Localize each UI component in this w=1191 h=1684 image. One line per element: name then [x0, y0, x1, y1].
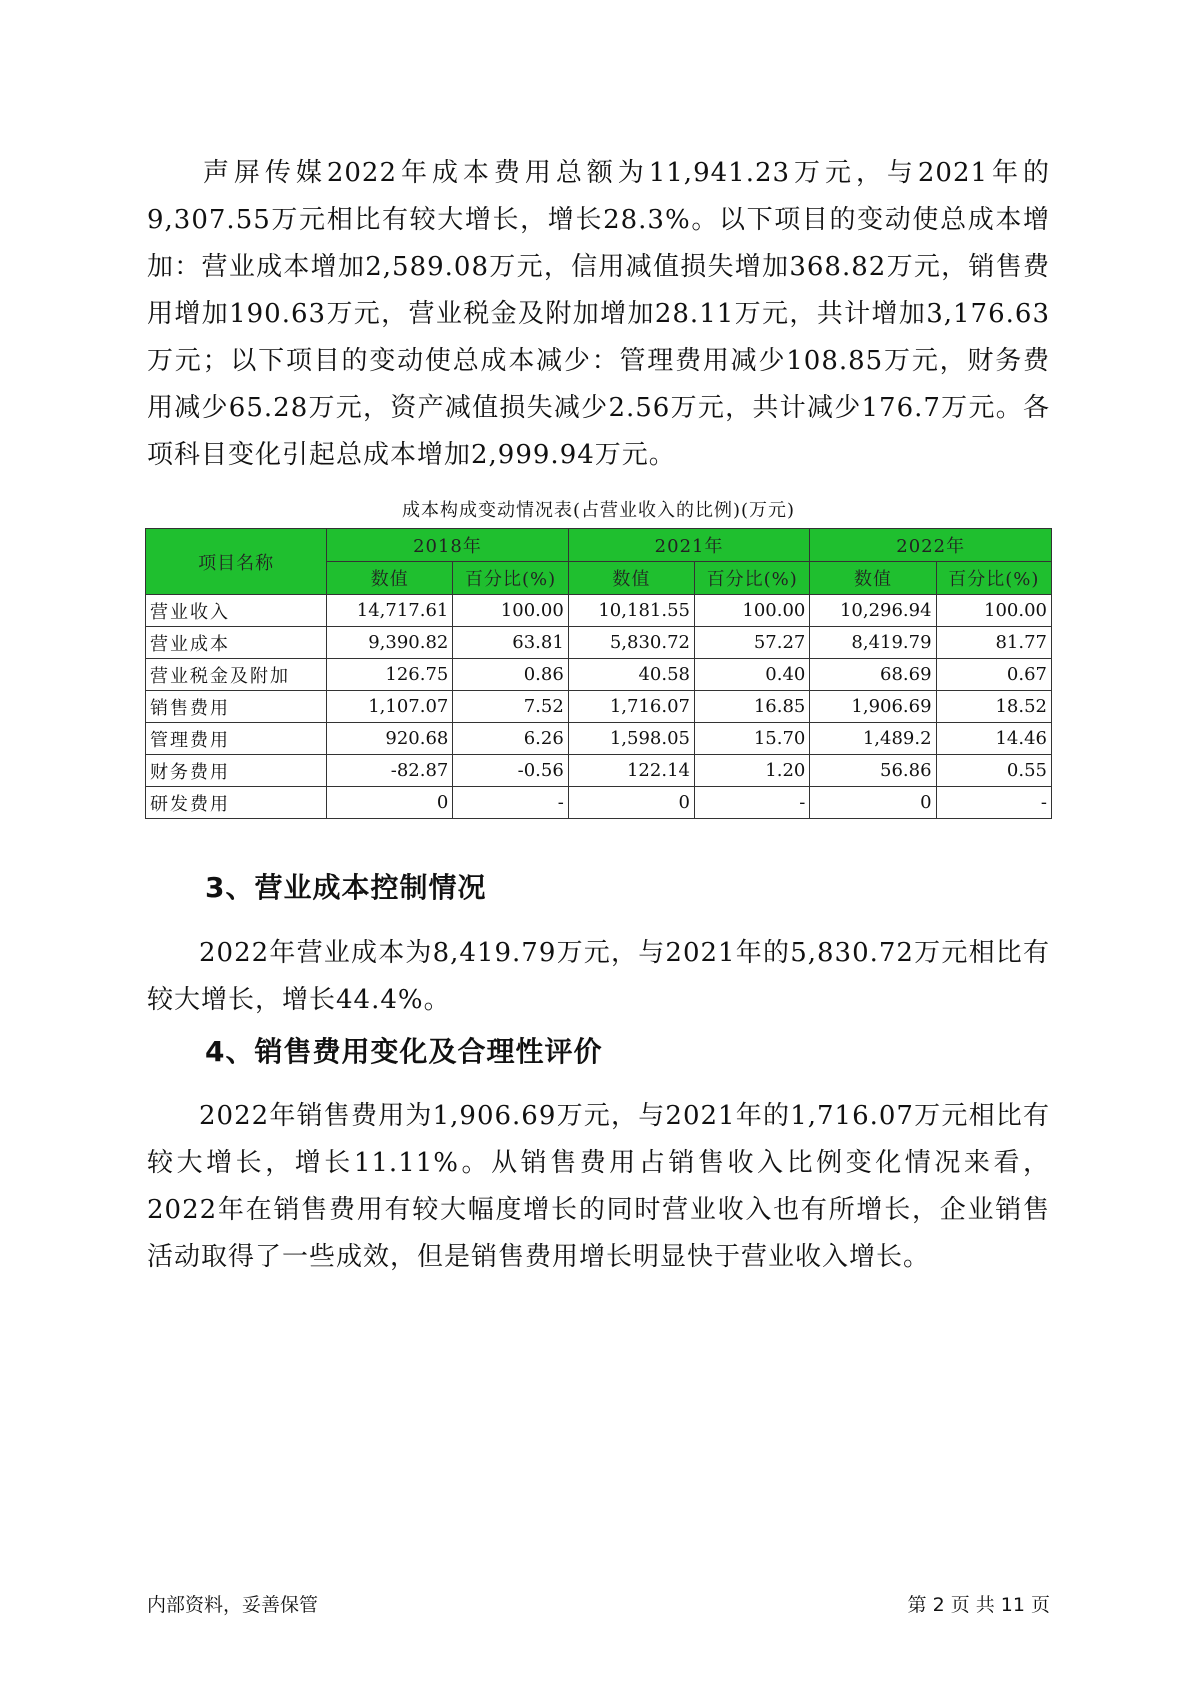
cell-value: 1,716.07 — [568, 691, 694, 723]
header-value: 数值 — [327, 562, 453, 595]
header-percent: 百分比(%) — [936, 562, 1051, 595]
cell-percent: 1.20 — [694, 755, 809, 787]
cell-value: -82.87 — [327, 755, 453, 787]
table-row — [146, 787, 1052, 819]
paragraph-operating-cost — [147, 930, 1050, 1024]
header-year-2021: 2021年 — [568, 529, 810, 562]
cell-percent: - — [453, 787, 568, 819]
cell-percent: 6.26 — [453, 723, 568, 755]
cell-percent: 16.85 — [694, 691, 809, 723]
table-row — [146, 691, 1052, 723]
table-row — [146, 627, 1052, 659]
row-label: 管理费用 — [146, 723, 327, 755]
cell-percent: 100.00 — [936, 595, 1051, 627]
paragraph-text: 2022年销售费用为1,906.69万元，与2021年的1,716.07万元相比有较大增长，增长11.11%。从销售费用占销售收入比例变化情况来看，2022年在销售费用有较大幅度增长的同时营业收入也有所增长，企业销售活动取得了一些成效，但是销售费用增长明显快于营业收入增长。 — [147, 1101, 1050, 1272]
section-heading-sales-expense: 4、销售费用变化及合理性评价 — [205, 1035, 603, 1068]
paragraph-cost-summary — [147, 150, 1050, 479]
paragraph-sales-expense — [147, 1093, 1050, 1281]
table-row — [146, 659, 1052, 691]
cell-percent: - — [936, 787, 1051, 819]
cell-value: 10,296.94 — [810, 595, 936, 627]
cell-value: 1,906.69 — [810, 691, 936, 723]
footer-confidential-note: 内部资料，妥善保管 — [147, 1594, 319, 1616]
header-year-2022: 2022年 — [810, 529, 1052, 562]
cell-percent: 81.77 — [936, 627, 1051, 659]
cost-structure-table — [145, 528, 1052, 819]
row-label: 营业成本 — [146, 627, 327, 659]
cell-value: 0 — [568, 787, 694, 819]
cell-percent: 15.70 — [694, 723, 809, 755]
cell-percent: - — [694, 787, 809, 819]
cell-value: 1,107.07 — [327, 691, 453, 723]
cell-value: 920.68 — [327, 723, 453, 755]
footer-page-number: 第 2 页 共 11 页 — [907, 1594, 1050, 1616]
table-row — [146, 723, 1052, 755]
cell-value: 1,489.2 — [810, 723, 936, 755]
cell-percent: -0.56 — [453, 755, 568, 787]
row-label: 销售费用 — [146, 691, 327, 723]
header-percent: 百分比(%) — [694, 562, 809, 595]
cell-percent: 100.00 — [694, 595, 809, 627]
table-row — [146, 755, 1052, 787]
cell-value: 56.86 — [810, 755, 936, 787]
cell-value: 9,390.82 — [327, 627, 453, 659]
header-value: 数值 — [810, 562, 936, 595]
cell-percent: 18.52 — [936, 691, 1051, 723]
cell-value: 68.69 — [810, 659, 936, 691]
section-heading-cost-control: 3、营业成本控制情况 — [205, 871, 487, 904]
row-label: 财务费用 — [146, 755, 327, 787]
paragraph-text: 声屏传媒2022年成本费用总额为11,941.23万元，与2021年的9,307.55万元相比有较大增长，增长28.3%。以下项目的变动使总成本增加：营业成本增加2,589.08万元，信用减值损失增加368.82万元，销售费用增加190.63万元，营业税金及附加增加28.11万元，共计增加3,176.63万元；以下项目的变动使总成本减少：管理费用减少108.85万元，财务费用减少65.28万元，资产减值损失减少2.56万元，共计减少176.7万元。各项科目变化引起总成本增加2,999.94万元。 — [147, 158, 1050, 470]
paragraph-text: 2022年营业成本为8,419.79万元，与2021年的5,830.72万元相比有较大增长，增长44.4%。 — [147, 938, 1050, 1015]
table-row — [146, 595, 1052, 627]
cell-value: 14,717.61 — [327, 595, 453, 627]
header-year-2018: 2018年 — [327, 529, 569, 562]
cell-value: 1,598.05 — [568, 723, 694, 755]
cell-value: 126.75 — [327, 659, 453, 691]
row-label: 营业税金及附加 — [146, 659, 327, 691]
cell-value: 8,419.79 — [810, 627, 936, 659]
row-label: 研发费用 — [146, 787, 327, 819]
cell-percent: 7.52 — [453, 691, 568, 723]
header-item-name: 项目名称 — [146, 529, 327, 595]
cell-percent: 14.46 — [936, 723, 1051, 755]
cell-percent: 0.40 — [694, 659, 809, 691]
cell-value: 122.14 — [568, 755, 694, 787]
cell-percent: 63.81 — [453, 627, 568, 659]
row-label: 营业收入 — [146, 595, 327, 627]
cell-percent: 0.86 — [453, 659, 568, 691]
cell-percent: 57.27 — [694, 627, 809, 659]
cell-value: 0 — [327, 787, 453, 819]
cell-value: 10,181.55 — [568, 595, 694, 627]
cell-percent: 100.00 — [453, 595, 568, 627]
cell-value: 0 — [810, 787, 936, 819]
cell-percent: 0.55 — [936, 755, 1051, 787]
header-value: 数值 — [568, 562, 694, 595]
cell-percent: 0.67 — [936, 659, 1051, 691]
cell-value: 5,830.72 — [568, 627, 694, 659]
table-caption: 成本构成变动情况表(占营业收入的比例)(万元) — [401, 500, 796, 521]
header-percent: 百分比(%) — [453, 562, 568, 595]
cell-value: 40.58 — [568, 659, 694, 691]
